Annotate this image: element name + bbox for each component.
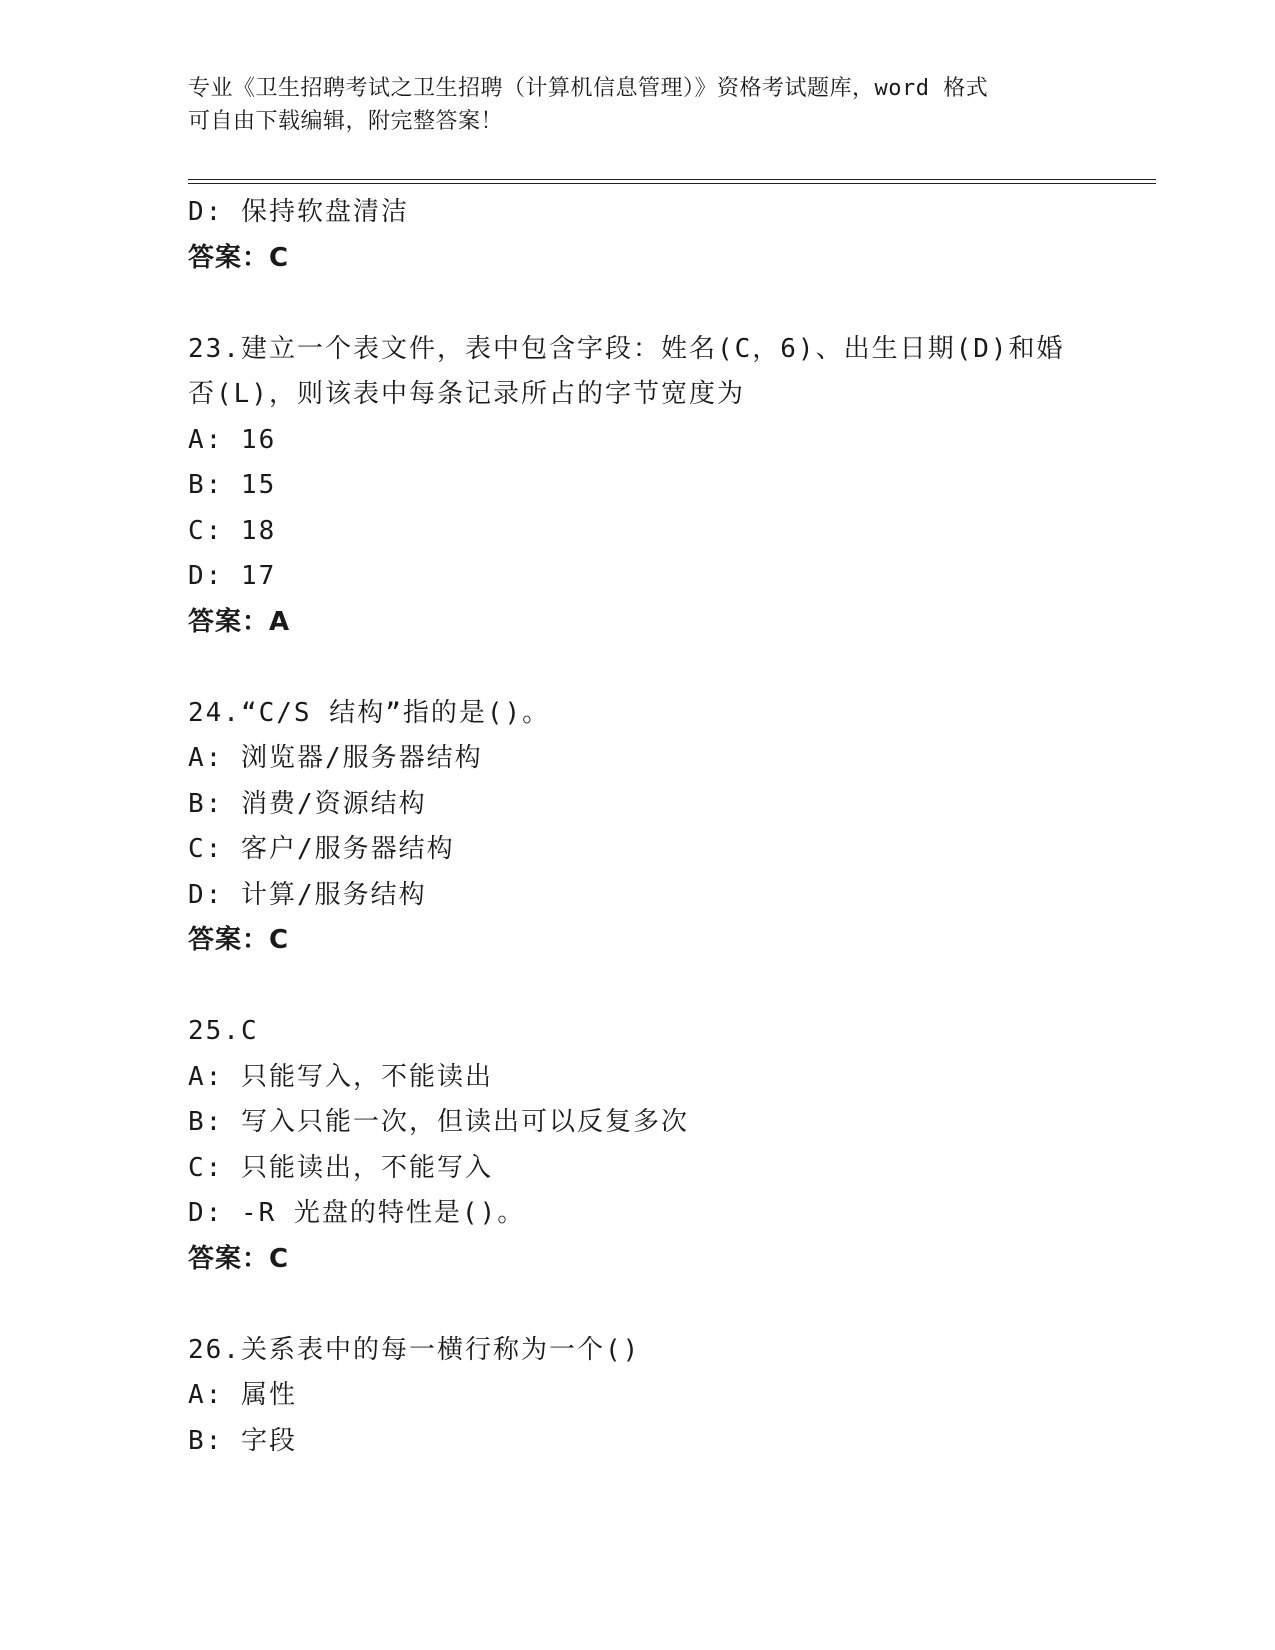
spacer [188, 645, 1128, 691]
header-divider-bottom [188, 183, 1156, 184]
q23-answer: 答案：A [188, 606, 291, 637]
q25-option-d: D: -R 光盘的特性是()。 [188, 1198, 526, 1228]
spacer [188, 281, 1128, 327]
q24-option-b: B: 消费/资源结构 [188, 788, 427, 819]
q23-stem-line-2: 否(L)，则该表中每条记录所占的字节宽度为 [188, 379, 745, 409]
q24-option-d: D: 计算/服务结构 [188, 879, 427, 910]
prev-answer: 答案：C [188, 242, 290, 273]
q23-stem-line-1: 23.建立一个表文件，表中包含字段：姓名(C，6)、出生日期(D)和婚 [188, 333, 1065, 364]
q26-stem: 26.关系表中的每一横行称为一个() [188, 1334, 641, 1365]
q25-stem: 25.C [188, 1016, 259, 1046]
q24-answer: 答案：C [188, 925, 290, 955]
spacer [188, 964, 1128, 1010]
header-line-1: 专业《卫生招聘考试之卫生招聘（计算机信息管理）》资格考试题库，word 格式 [188, 76, 989, 101]
q24-option-a: A: 浏览器/服务器结构 [188, 743, 483, 773]
prev-option-d: D: 保持软盘清洁 [188, 197, 409, 227]
q26-option-b: B: 字段 [188, 1425, 297, 1456]
q25-option-c: C: 只能读出，不能写入 [188, 1152, 493, 1183]
q25-option-b: B: 写入只能一次，但读出可以反复多次 [188, 1107, 689, 1137]
header-divider-top [188, 179, 1156, 180]
question-list [188, 190, 1128, 1464]
q23-option-b: B: 15 [188, 470, 277, 500]
q24-option-c: C: 客户/服务器结构 [188, 834, 455, 864]
page-header [188, 72, 1088, 138]
q23-option-a: A: 16 [188, 424, 277, 455]
q24-stem: 24.“C/S 结构”指的是()。 [188, 697, 551, 728]
q26-option-a: A: 属性 [188, 1380, 297, 1410]
q25-answer: 答案：C [188, 1243, 290, 1274]
q23-option-d: D: 17 [188, 561, 277, 591]
spacer [188, 1282, 1128, 1328]
q25-option-a: A: 只能写入，不能读出 [188, 1061, 493, 1092]
header-line-2: 可自由下载编辑，附完整答案！ [188, 109, 504, 134]
q23-option-c: C: 18 [188, 515, 277, 546]
